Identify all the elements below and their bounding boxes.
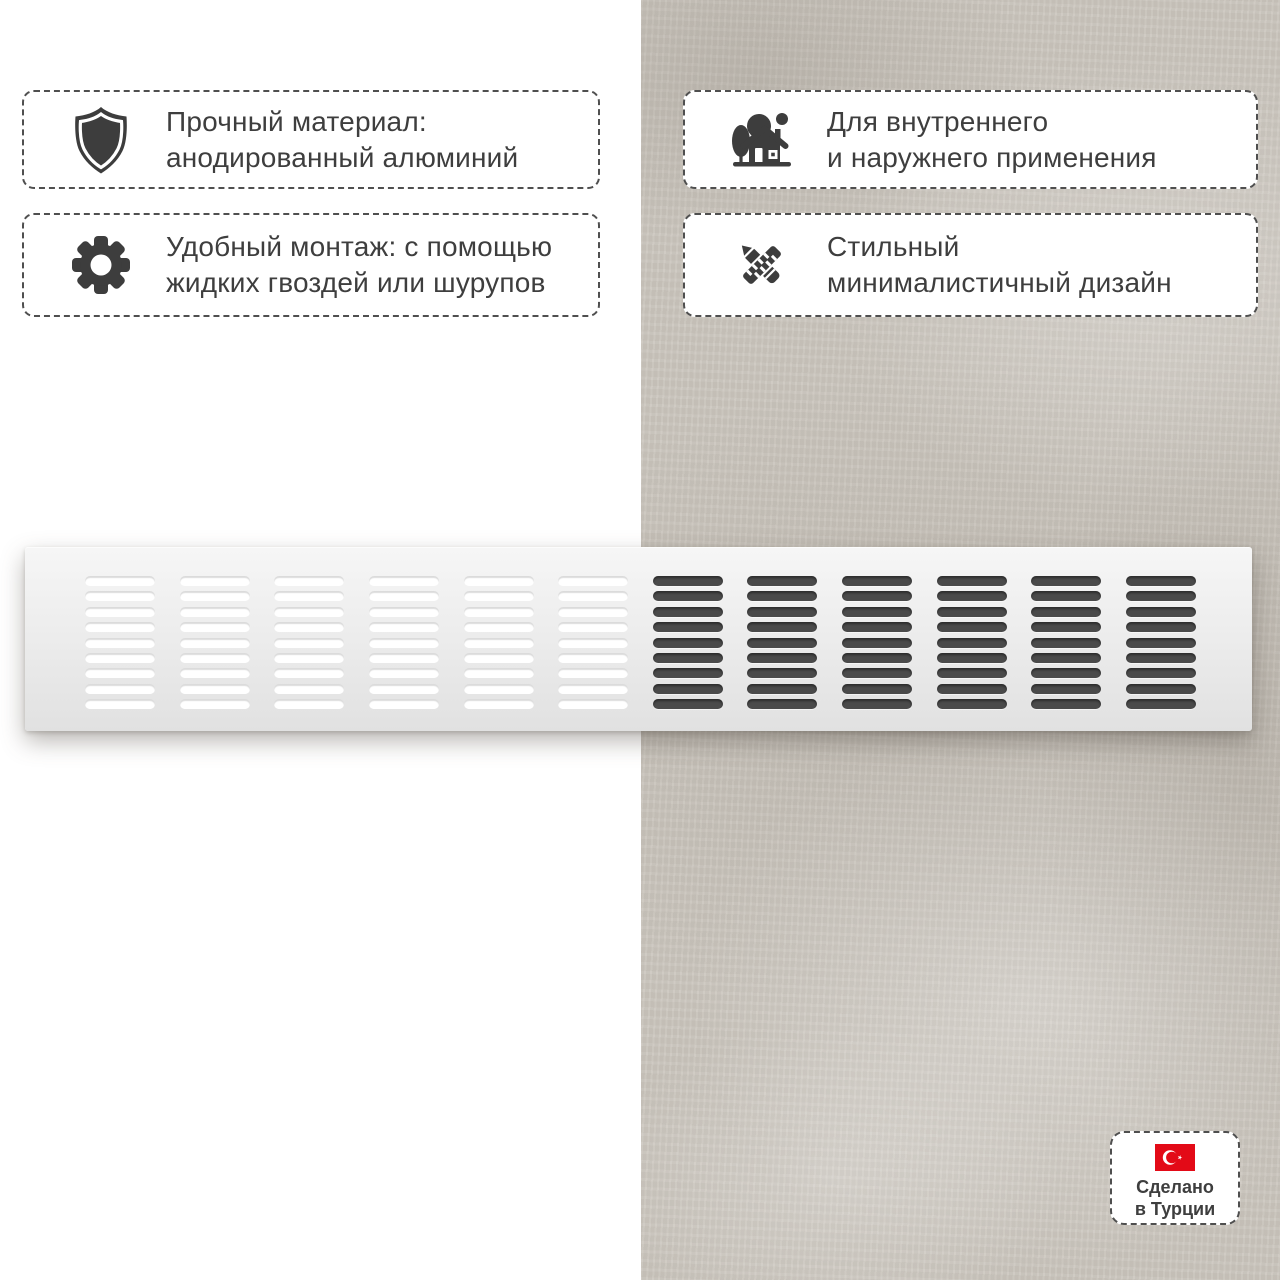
vent-slot-light <box>85 668 155 678</box>
vent-slot-dark <box>1031 622 1101 632</box>
slot-column <box>842 576 912 709</box>
vent-slot-dark <box>1126 591 1196 601</box>
vent-slot-dark <box>1126 638 1196 648</box>
vent-slot-light <box>464 607 534 617</box>
slot-column <box>653 576 723 709</box>
vent-slot-dark <box>653 699 723 709</box>
vent-slot-dark <box>1031 607 1101 617</box>
vent-slot-dark <box>747 653 817 663</box>
feature-line: жидких гвоздей или шурупов <box>166 267 546 298</box>
vent-slot-light <box>274 684 344 694</box>
vent-slot-light <box>274 653 344 663</box>
vent-slot-light <box>464 684 534 694</box>
vent-slot-light <box>464 699 534 709</box>
feature-line: минималистичный дизайн <box>827 267 1172 298</box>
vent-slot-light <box>464 668 534 678</box>
feature-text <box>166 104 518 176</box>
vent-slot-dark <box>653 622 723 632</box>
pencil-ruler-icon <box>725 228 799 302</box>
vent-slot-dark <box>1126 668 1196 678</box>
vent-slot-light <box>558 638 628 648</box>
vent-slot-dark <box>747 591 817 601</box>
ventilation-grille <box>25 547 1252 731</box>
feature-text <box>166 229 552 301</box>
vent-slot-dark <box>1126 684 1196 694</box>
vent-slot-light <box>85 653 155 663</box>
vent-slot-dark <box>842 638 912 648</box>
vent-slot-dark <box>842 622 912 632</box>
vent-slot-light <box>369 668 439 678</box>
slot-column <box>180 576 250 709</box>
vent-slot-dark <box>842 684 912 694</box>
vent-slot-light <box>274 576 344 586</box>
vent-slot-dark <box>1126 622 1196 632</box>
vent-slot-dark <box>747 576 817 586</box>
vent-slot-dark <box>653 638 723 648</box>
vent-slot-light <box>274 591 344 601</box>
vent-slot-dark <box>1031 576 1101 586</box>
vent-slot-light <box>180 622 250 632</box>
vent-slot-light <box>85 699 155 709</box>
vent-slot-light <box>85 684 155 694</box>
slot-column <box>937 576 1007 709</box>
feature-box-mounting <box>22 213 600 317</box>
house-outdoor-icon <box>725 103 799 177</box>
vent-slot-light <box>85 591 155 601</box>
vent-slot-light <box>369 638 439 648</box>
vent-slot-dark <box>842 668 912 678</box>
slot-column <box>1126 576 1196 709</box>
vent-slot-dark <box>747 668 817 678</box>
slot-column <box>274 576 344 709</box>
vent-slot-light <box>558 591 628 601</box>
vent-slot-dark <box>747 699 817 709</box>
vent-slot-dark <box>1031 699 1101 709</box>
vent-slot-light <box>369 576 439 586</box>
vent-slot-dark <box>937 653 1007 663</box>
vent-slot-light <box>180 591 250 601</box>
vent-slot-dark <box>1126 576 1196 586</box>
vent-slot-dark <box>937 684 1007 694</box>
vent-slot-light <box>180 668 250 678</box>
vent-slot-light <box>274 607 344 617</box>
feature-line: и наружнего применения <box>827 141 1157 173</box>
vent-slot-dark <box>653 684 723 694</box>
vent-slot-dark <box>937 699 1007 709</box>
vent-slot-light <box>558 684 628 694</box>
vent-slot-light <box>274 668 344 678</box>
vent-slot-light <box>85 576 155 586</box>
vent-slot-light <box>464 638 534 648</box>
turkey-flag-icon <box>1155 1144 1195 1171</box>
vent-slot-dark <box>842 591 912 601</box>
vent-slot-dark <box>937 591 1007 601</box>
feature-text <box>827 104 1157 176</box>
slot-column <box>85 576 155 709</box>
vent-slot-dark <box>653 591 723 601</box>
vent-slot-light <box>558 699 628 709</box>
vent-slot-dark <box>842 607 912 617</box>
vent-slot-light <box>85 607 155 617</box>
vent-slot-dark <box>1031 668 1101 678</box>
vent-slot-dark <box>1126 699 1196 709</box>
vent-slot-dark <box>937 576 1007 586</box>
vent-slot-light <box>369 622 439 632</box>
feature-line: Удобный монтаж: с помощью <box>166 231 553 262</box>
badge-line: Сделано <box>1136 1177 1214 1197</box>
vent-slot-light <box>558 622 628 632</box>
vent-slot-light <box>558 653 628 663</box>
vent-slot-dark <box>747 622 817 632</box>
vent-slot-dark <box>1126 607 1196 617</box>
slot-column <box>464 576 534 709</box>
vent-slot-dark <box>842 699 912 709</box>
vent-slot-dark <box>747 607 817 617</box>
vent-slot-light <box>369 699 439 709</box>
badge-line: в Турции <box>1134 1199 1216 1219</box>
vent-slot-dark <box>747 684 817 694</box>
slot-column <box>369 576 439 709</box>
vent-slot-light <box>180 684 250 694</box>
vent-slot-dark <box>1031 638 1101 648</box>
feature-line: Стильный <box>827 231 960 262</box>
vent-slot-light <box>464 653 534 663</box>
feature-box-design <box>683 213 1258 317</box>
grille-slots <box>25 548 1252 709</box>
vent-slot-light <box>274 638 344 648</box>
vent-slot-dark <box>1031 591 1101 601</box>
vent-slot-light <box>369 607 439 617</box>
vent-slot-dark <box>937 607 1007 617</box>
vent-slot-dark <box>842 653 912 663</box>
vent-slot-light <box>274 699 344 709</box>
vent-slot-light <box>180 699 250 709</box>
vent-slot-dark <box>747 638 817 648</box>
vent-slot-dark <box>937 668 1007 678</box>
vent-slot-dark <box>653 607 723 617</box>
feature-line: Прочный материал: <box>166 105 427 137</box>
feature-line: анодированный алюминий <box>166 141 519 173</box>
vent-slot-light <box>464 622 534 632</box>
vent-slot-dark <box>653 576 723 586</box>
slot-column <box>747 576 817 709</box>
vent-slot-light <box>85 638 155 648</box>
shield-icon <box>64 103 138 177</box>
vent-slot-dark <box>937 622 1007 632</box>
vent-slot-light <box>558 576 628 586</box>
gear-icon <box>64 228 138 302</box>
vent-slot-dark <box>1031 684 1101 694</box>
vent-slot-light <box>369 653 439 663</box>
feature-text <box>827 229 1172 301</box>
vent-slot-dark <box>1031 653 1101 663</box>
vent-slot-light <box>464 591 534 601</box>
vent-slot-dark <box>1126 653 1196 663</box>
vent-slot-light <box>369 684 439 694</box>
slot-column <box>558 576 628 709</box>
vent-slot-light <box>180 653 250 663</box>
vent-slot-dark <box>937 638 1007 648</box>
vent-slot-light <box>180 607 250 617</box>
vent-slot-light <box>180 576 250 586</box>
vent-slot-light <box>369 591 439 601</box>
feature-box-material <box>22 90 600 189</box>
vent-slot-dark <box>842 576 912 586</box>
vent-slot-light <box>464 576 534 586</box>
vent-slot-dark <box>653 653 723 663</box>
vent-slot-dark <box>653 668 723 678</box>
vent-slot-light <box>85 622 155 632</box>
feature-line: Для внутреннего <box>827 105 1049 137</box>
vent-slot-light <box>558 668 628 678</box>
vent-slot-light <box>558 607 628 617</box>
vent-slot-light <box>274 622 344 632</box>
made-in-turkey-badge <box>1110 1131 1240 1225</box>
slot-column <box>1031 576 1101 709</box>
vent-slot-light <box>180 638 250 648</box>
feature-box-usage <box>683 90 1258 189</box>
